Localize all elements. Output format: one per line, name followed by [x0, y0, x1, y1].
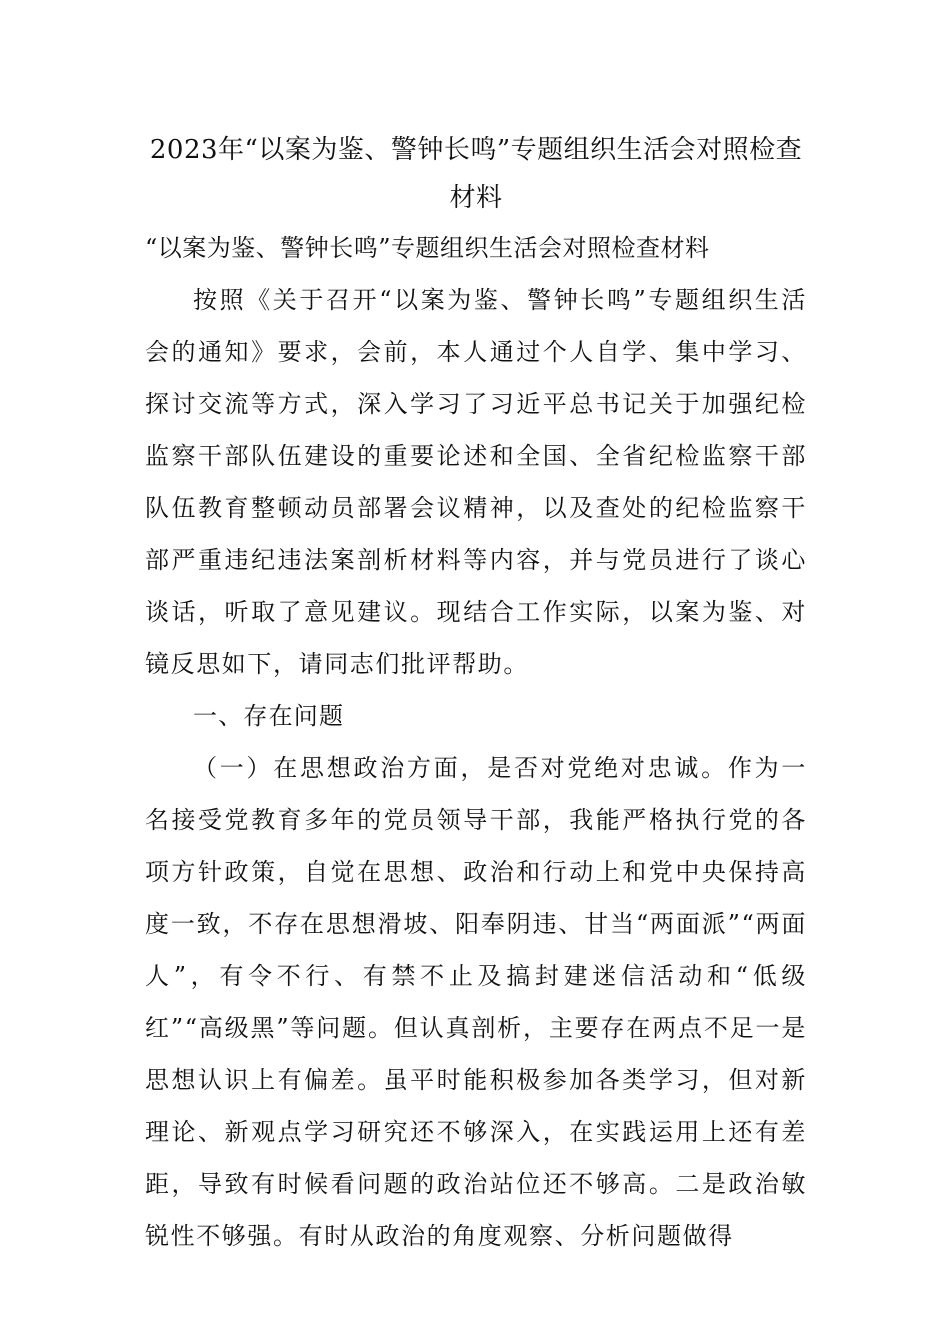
- document-title: 2023年“以案为鉴、警钟长鸣”专题组织生活会对照检查材料: [149, 135, 803, 213]
- intro-paragraph: 按照《关于召开“以案为鉴、警钟长鸣”专题组织生活会的通知》要求，会前，本人通过个人自学、集中学习、探讨交流等方式，深入学习了习近平总书记关于加强纪检监察干部队伍建设的重要论述和全国、全省纪检监察干部队伍教育整顿动员部署会议精神，以及查处的纪检监察干部严重违纪违法案剖析材料等内容，并与党员进行了谈心谈话，听取了意见建议。现结合工作实际，以案为鉴、对镜反思如下，请同志们批评帮助。: [145, 286, 807, 678]
- section-paragraph: （一）在思想政治方面，是否对党绝对忠诚。作为一名接受党教育多年的党员领导干部，我能严格执行党的各项方针政策，自觉在思想、政治和行动上和党中央保持高度一致，不存在思想滑坡、阳奉阴违、甘当“两面派”“两面人”，有令不行、有禁不止及搞封建迷信活动和“低级红”“高级黑”等问题。但认真剖析，主要存在两点不足一是思想认识上有偏差。虽平时能积极参加各类学习，但对新理论、新观点学习研究还不够深入，在实践运用上还有差距，导致有时候看问题的政治站位还不够高。二是政治敏锐性不够强。有时从政治的角度观察、分析问题做得: [145, 754, 807, 1250]
- document-body: [145, 126, 807, 1262]
- document-subtitle: “以案为鉴、警钟长鸣”专题组织生活会对照检查材料: [145, 234, 710, 262]
- section-heading: 一、存在问题: [193, 702, 345, 730]
